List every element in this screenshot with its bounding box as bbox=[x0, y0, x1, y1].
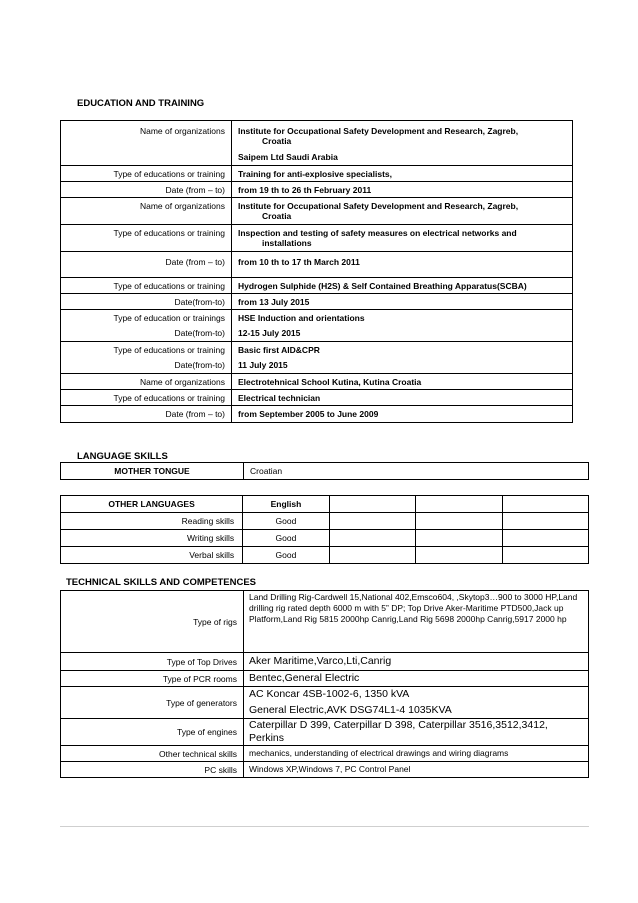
technical-skills-table bbox=[60, 590, 589, 778]
empty-cell bbox=[329, 496, 415, 513]
edu-label: Type of educations or training bbox=[61, 225, 232, 252]
edu-value: from September 2005 to June 2009 bbox=[232, 406, 573, 423]
mother-tongue-label: MOTHER TONGUE bbox=[61, 463, 244, 480]
edu-value: from 10 th to 17 th March 2011 bbox=[232, 252, 573, 278]
edu-label bbox=[61, 151, 232, 166]
edu-label: Type of educations or training bbox=[61, 342, 232, 358]
empty-cell bbox=[416, 547, 502, 564]
edu-value: Hydrogen Sulphide (H2S) & Self Contained Breathing Apparatus(SCBA) bbox=[232, 278, 573, 294]
edu-value: Basic first AID&CPR bbox=[232, 342, 573, 358]
tech-label: Type of generators bbox=[61, 687, 244, 719]
table-row bbox=[61, 278, 573, 294]
skill-value: Good bbox=[243, 547, 330, 564]
table-row bbox=[61, 653, 589, 671]
table-row bbox=[61, 547, 589, 564]
table-row bbox=[61, 121, 573, 151]
empty-cell bbox=[502, 496, 588, 513]
footer-divider bbox=[60, 826, 589, 827]
empty-cell bbox=[329, 547, 415, 564]
tech-value: AC Koncar 4SB-1002-6, 1350 kVA General Electric,AVK DSG74L1-4 1035KVA bbox=[244, 687, 589, 719]
edu-value: Electrotehnical School Kutina, Kutina Croatia bbox=[232, 374, 573, 390]
table-row bbox=[61, 591, 589, 653]
mother-tongue-value: Croatian bbox=[250, 466, 283, 476]
edu-value: from 13 July 2015 bbox=[232, 294, 573, 310]
other-languages-label: OTHER LANGUAGES bbox=[61, 496, 243, 513]
table-row bbox=[61, 406, 573, 423]
table-row bbox=[61, 687, 589, 719]
language-heading: LANGUAGE SKILLS bbox=[77, 451, 168, 462]
table-row bbox=[61, 530, 589, 547]
tech-label: Other technical skills bbox=[61, 746, 244, 762]
education-heading: EDUCATION AND TRAINING bbox=[77, 98, 205, 109]
tech-label: Type of rigs bbox=[61, 591, 244, 653]
table-row bbox=[61, 310, 573, 326]
edu-label: Date(from-to) bbox=[61, 358, 232, 374]
technical-heading: TECHNICAL SKILLS AND COMPETENCES bbox=[66, 577, 257, 588]
edu-value: 11 July 2015 bbox=[238, 359, 288, 370]
empty-cell bbox=[329, 513, 415, 530]
table-row bbox=[61, 294, 573, 310]
mother-tongue-table bbox=[60, 462, 589, 480]
skill-value: Good bbox=[243, 513, 330, 530]
edu-label: Date (from – to) bbox=[61, 182, 232, 198]
edu-label: Date(from-to) bbox=[61, 294, 232, 310]
table-row bbox=[61, 182, 573, 198]
table-row bbox=[61, 746, 589, 762]
table-row bbox=[61, 358, 573, 374]
table-row bbox=[61, 496, 589, 513]
tech-value: Caterpillar D 399, Caterpillar D 398, Caterpillar 3516,3512,3412, Perkins bbox=[244, 719, 589, 746]
edu-label: Type of educations or training bbox=[61, 390, 232, 406]
edu-label: Name of organizations bbox=[61, 198, 232, 225]
tech-value: mechanics, understanding of electrical drawings and wiring diagrams bbox=[244, 746, 589, 762]
edu-label: Name of organizations bbox=[61, 121, 232, 151]
tech-value: Windows XP,Windows 7, PC Control Panel bbox=[244, 762, 589, 778]
table-row bbox=[61, 225, 573, 252]
table-row bbox=[61, 198, 573, 225]
edu-value: Institute for Occupational Safety Development and Research, Zagreb, Croatia bbox=[232, 198, 573, 225]
table-row bbox=[61, 326, 573, 342]
empty-cell bbox=[502, 513, 588, 530]
table-row bbox=[61, 166, 573, 182]
empty-cell bbox=[416, 530, 502, 547]
tech-value: Bentec,General Electric bbox=[244, 671, 589, 687]
education-table bbox=[60, 120, 573, 423]
empty-cell bbox=[502, 547, 588, 564]
tech-label: Type of engines bbox=[61, 719, 244, 746]
tech-label: Type of Top Drives bbox=[61, 653, 244, 671]
other-languages-value: English bbox=[243, 496, 330, 513]
skill-label: Verbal skills bbox=[61, 547, 243, 564]
tech-label: Type of PCR rooms bbox=[61, 671, 244, 687]
edu-label: Name of organizations bbox=[61, 374, 232, 390]
other-languages-table bbox=[60, 495, 589, 564]
edu-label: Date(from-to) bbox=[61, 326, 232, 342]
skill-label: Writing skills bbox=[61, 530, 243, 547]
edu-value: Inspection and testing of safety measures on electrical networks and installations bbox=[232, 225, 573, 252]
empty-cell bbox=[416, 496, 502, 513]
edu-value: Electrical technician bbox=[232, 390, 573, 406]
tech-value: Aker Maritime,Varco,Lti,Canrig bbox=[244, 653, 589, 671]
table-row bbox=[61, 513, 589, 530]
empty-cell bbox=[502, 530, 588, 547]
skill-value: Good bbox=[243, 530, 330, 547]
table-row bbox=[61, 762, 589, 778]
table-row bbox=[61, 374, 573, 390]
edu-value: HSE Induction and orientations bbox=[232, 310, 573, 326]
edu-value: 12-15 July 2015 bbox=[238, 327, 301, 338]
empty-cell bbox=[329, 530, 415, 547]
edu-label: Date (from – to) bbox=[61, 252, 232, 278]
tech-value: Land Drilling Rig-Cardwell 15,National 402,Emsco604, ,Skytop3…900 to 3000 HP,Land drilling rig rated depth 6000 m with 5” DP; Top Drive Aker-Maritime PTD500,Jack up Platform,Land Rig 5815 2000hp Canrig,Land Rig 5698 2000hp Canrig,5917 2000 hp bbox=[244, 591, 589, 653]
table-row bbox=[61, 151, 573, 166]
edu-value: Institute for Occupational Safety Development and Research, Zagreb, Croatia bbox=[238, 126, 519, 146]
edu-label: Type of educations or training bbox=[61, 166, 232, 182]
table-row bbox=[61, 342, 573, 358]
tech-label: PC skills bbox=[61, 762, 244, 778]
table-row bbox=[61, 671, 589, 687]
edu-value: from 19 th to 26 th February 2011 bbox=[232, 182, 573, 198]
edu-label: Type of educations or training bbox=[61, 278, 232, 294]
table-row bbox=[61, 719, 589, 746]
empty-cell bbox=[416, 513, 502, 530]
table-row bbox=[61, 463, 589, 480]
skill-label: Reading skills bbox=[61, 513, 243, 530]
edu-value: Training for anti-explosive specialists, bbox=[232, 166, 573, 182]
edu-label: Type of education or trainings bbox=[61, 310, 232, 326]
edu-value: Saipem Ltd Saudi Arabia bbox=[238, 151, 338, 162]
table-row bbox=[61, 390, 573, 406]
table-row bbox=[61, 252, 573, 278]
edu-label: Date (from – to) bbox=[61, 406, 232, 423]
